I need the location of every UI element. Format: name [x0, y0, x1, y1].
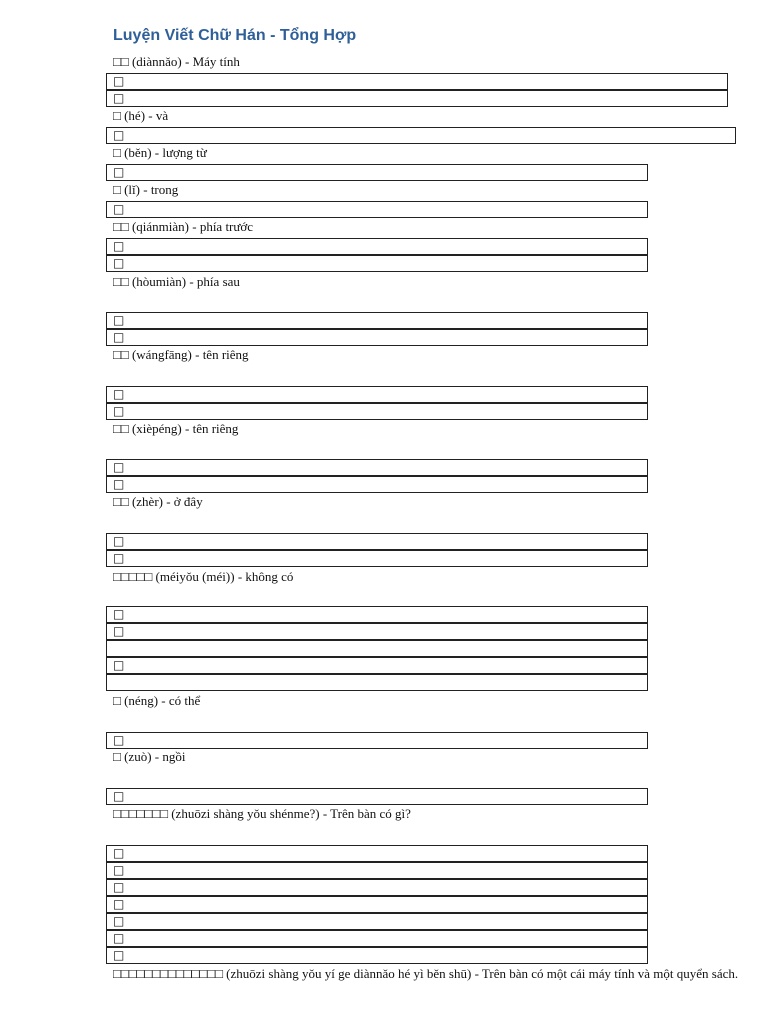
char-placeholder-icon: □	[113, 733, 125, 747]
writing-row[interactable]	[106, 73, 728, 90]
char-placeholder-icon: □	[113, 202, 125, 216]
writing-row[interactable]	[106, 403, 648, 420]
writing-row[interactable]	[106, 476, 648, 493]
char-placeholder-icon: □	[113, 477, 125, 491]
writing-row[interactable]	[106, 879, 648, 896]
char-placeholder-icon: □	[113, 607, 125, 621]
writing-row[interactable]	[106, 533, 648, 550]
writing-row[interactable]	[106, 164, 648, 181]
writing-row[interactable]	[106, 127, 736, 144]
vocab-label: □ (lǐ) - trong	[113, 182, 179, 197]
writing-row[interactable]	[106, 896, 648, 913]
char-placeholder-icon: □	[113, 551, 125, 565]
char-placeholder-icon: □	[113, 239, 125, 253]
char-placeholder-icon: □	[113, 128, 125, 142]
vocab-label: □□ (diànnǎo) - Máy tính	[113, 54, 240, 69]
vocab-label: □□□□□□□□□□□□□□ (zhuōzi shàng yǒu yí ge diànnǎo hé yì běn shū) - Trên bàn có một cái máy tính và một quyển sách.	[113, 966, 739, 981]
char-placeholder-icon: □	[113, 74, 125, 88]
vocab-label: □ (zuò) - ngồi	[113, 749, 186, 764]
char-placeholder-icon: □	[113, 313, 125, 327]
char-placeholder-icon: □	[113, 789, 125, 803]
writing-row[interactable]	[106, 862, 648, 879]
writing-row[interactable]	[106, 201, 648, 218]
char-placeholder-icon: □	[113, 165, 125, 179]
writing-row[interactable]	[106, 674, 648, 691]
vocab-label: □ (néng) - có thể	[113, 693, 201, 708]
writing-row[interactable]	[106, 459, 648, 476]
vocab-label: □□ (qiánmiàn) - phía trước	[113, 219, 254, 234]
char-placeholder-icon: □	[113, 460, 125, 474]
char-placeholder-icon: □	[113, 948, 125, 962]
vocab-label: □□□□□ (méiyǒu (méi)) - không có	[113, 569, 294, 584]
writing-row[interactable]	[106, 238, 648, 255]
writing-row[interactable]	[106, 930, 648, 947]
char-placeholder-icon: □	[113, 897, 125, 911]
writing-row[interactable]	[106, 550, 648, 567]
writing-row[interactable]	[106, 657, 648, 674]
writing-row[interactable]	[106, 732, 648, 749]
writing-row[interactable]	[106, 913, 648, 930]
char-placeholder-icon: □	[113, 880, 125, 894]
writing-row[interactable]	[106, 606, 648, 623]
vocab-label: □ (běn) - lượng từ	[113, 145, 207, 160]
page-title: Luyện Viết Chữ Hán - Tổng Hợp	[113, 27, 357, 44]
vocab-label: □□ (hòumiàn) - phía sau	[113, 274, 240, 289]
writing-row[interactable]	[106, 312, 648, 329]
char-placeholder-icon: □	[113, 863, 125, 877]
writing-row[interactable]	[106, 386, 648, 403]
writing-row[interactable]	[106, 640, 648, 657]
writing-row[interactable]	[106, 845, 648, 862]
writing-row[interactable]	[106, 255, 648, 272]
char-placeholder-icon: □	[113, 658, 125, 672]
char-placeholder-icon: □	[113, 91, 125, 105]
char-placeholder-icon: □	[113, 387, 125, 401]
vocab-label: □□□□□□□ (zhuōzi shàng yǒu shénme?) - Trên bàn có gì?	[113, 806, 411, 821]
writing-row[interactable]	[106, 329, 648, 346]
char-placeholder-icon: □	[113, 914, 125, 928]
char-placeholder-icon: □	[113, 846, 125, 860]
vocab-label: □ (hé) - và	[113, 108, 169, 123]
char-placeholder-icon: □	[113, 256, 125, 270]
vocab-label: □□ (xièpéng) - tên riêng	[113, 421, 239, 436]
writing-row[interactable]	[106, 947, 648, 964]
char-placeholder-icon: □	[113, 931, 125, 945]
writing-row[interactable]	[106, 788, 648, 805]
writing-row[interactable]	[106, 90, 728, 107]
vocab-label: □□ (zhèr) - ở đây	[113, 494, 203, 509]
char-placeholder-icon: □	[113, 404, 125, 418]
char-placeholder-icon: □	[113, 624, 125, 638]
char-placeholder-icon: □	[113, 330, 125, 344]
writing-row[interactable]	[106, 623, 648, 640]
vocab-label: □□ (wángfāng) - tên riêng	[113, 347, 249, 362]
char-placeholder-icon: □	[113, 534, 125, 548]
